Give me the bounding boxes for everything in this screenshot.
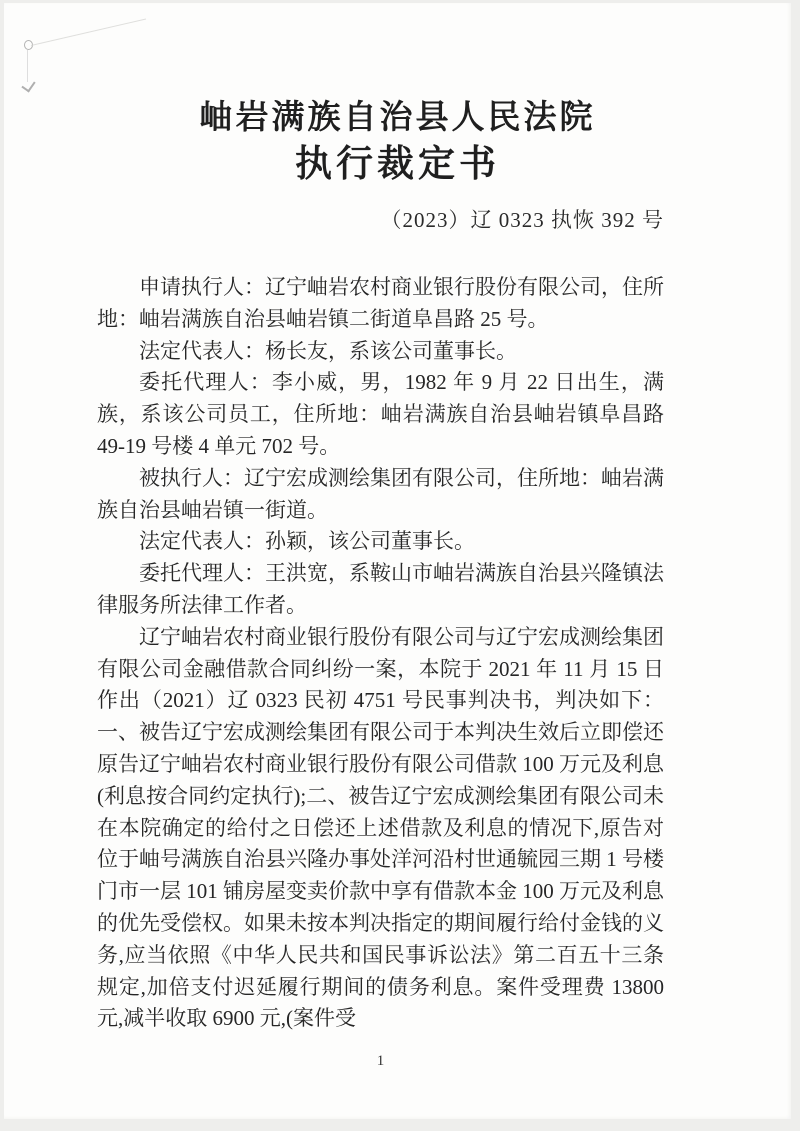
case-number: （2023）辽 0323 执恢 392 号 <box>380 208 664 232</box>
paragraph: 法定代表人：孙颖，该公司董事长。 <box>139 529 475 554</box>
scan-artifact-line <box>27 50 28 82</box>
paragraph: 委托代理人：李小威，男，1982 年 9 月 22 日出生，满族，系该公司员工，住所地：岫岩满族自治县岫岩镇阜昌路 49-19 号楼 4 单元 702 号。 <box>97 370 664 458</box>
paragraph: 委托代理人：王洪宽，系鞍山市岫岩满族自治县兴隆镇法律服务所法律工作者。 <box>97 561 664 617</box>
page-number: 1 <box>376 1053 385 1069</box>
paragraph: 被执行人：辽宁宏成测绘集团有限公司，住所地：岫岩满族自治县岫岩镇一街道。 <box>97 465 664 522</box>
paragraph: 辽宁岫岩农村商业银行股份有限公司与辽宁宏成测绘集团有限公司金融借款合同纠纷一案，本院于 2021 年 11 月 15 日作出（2021）辽 0323 民初 4751 号民事判决书，判决如下：一、被告辽宁宏成测绘集团有限公司于本判决生效后立即偿还原告辽宁岫岩农村商业银行股份有限公司借款 100 万元及利息(利息按合同约定执行);二、被告辽宁宏成测绘集团有限公司未在本院确定的给付之日偿还上述借款及利息的情况下,原告对位于岫号满族自治县兴隆办事处洋河沿村世通毓园三期 1 号楼门市一层 101 铺房屋变卖价款中享有借款本金 100 万元及利息的优先受偿权。如果未按本判决指定的期间履行给付金钱的义务,应当依照《中华人民共和国民事诉讼法》第二百五十三条规定,加倍支付迟延履行期间的债务利息。案件受理费 13800 元,减半收取 6900 元,(案件受 <box>97 624 664 1031</box>
paragraph: 申请执行人：辽宁岫岩农村商业银行股份有限公司，住所地：岫岩满族自治县岫岩镇二街道阜昌路 25 号。 <box>97 275 664 331</box>
paragraph: 法定代表人：杨长友，系该公司董事长。 <box>139 338 517 363</box>
document-page <box>4 3 791 1119</box>
document-title: 执行裁定书 <box>295 143 500 184</box>
scan-artifact-circle <box>24 40 33 50</box>
scan-artifact-diagonal-line <box>31 18 146 46</box>
court-name: 岫岩满族自治县人民法院 <box>199 98 596 135</box>
document-body <box>97 272 664 1035</box>
